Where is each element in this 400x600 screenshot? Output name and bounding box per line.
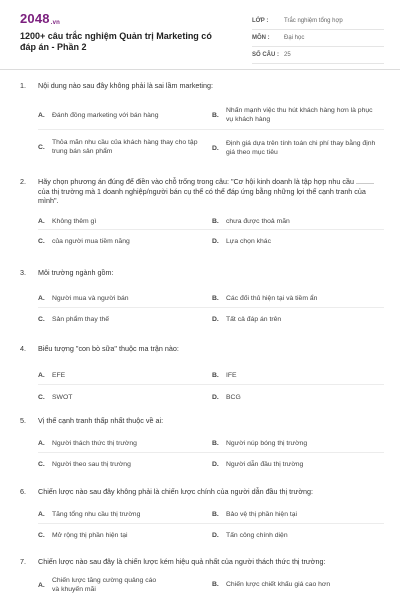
question-text: Chiến lược nào sau đây không phải là chiến lược chính của người dẫn đầu thị trường: — [38, 487, 314, 496]
option-text: Chiến lược chiết khấu giá cao hơn — [226, 580, 331, 588]
logo-suffix: .vn — [50, 20, 61, 26]
site-logo[interactable] — [20, 11, 60, 26]
question-stem — [20, 81, 384, 91]
option-letter: C. — [38, 531, 45, 539]
meta-row-subject — [252, 30, 384, 47]
option-text: SWOT — [52, 393, 73, 401]
question-stem — [20, 344, 384, 354]
option-text: Tăng tổng nhu cầu thị trường — [52, 510, 141, 518]
option-text: Tất cả đáp án trên — [226, 315, 282, 323]
question-stem — [20, 177, 384, 206]
meta-value: 25 — [284, 52, 291, 58]
question-3 — [20, 268, 384, 326]
option-text: Đánh đồng marketing với bán hàng — [52, 111, 159, 119]
option-letter: D. — [212, 144, 219, 152]
header-divider — [0, 69, 400, 70]
row-separator — [38, 129, 384, 130]
option-text: Người núp bóng thị trường — [226, 439, 308, 447]
question-text: Chiến lược nào sau đây là chiến lược kém hiệu quả nhất của người thách thức thị trường: — [38, 557, 326, 566]
options — [20, 505, 384, 545]
document-meta — [252, 13, 384, 64]
option-text: chưa được thoả mãn — [226, 217, 290, 225]
meta-key: LỚP : — [252, 18, 269, 24]
question-number: 6. — [20, 487, 26, 496]
logo-text: 2048 — [20, 11, 50, 26]
option-letter: B. — [212, 439, 219, 447]
row-separator — [38, 229, 384, 230]
option-letter: B. — [212, 371, 219, 379]
option-text: BCG — [226, 393, 241, 401]
question-number: 7. — [20, 557, 26, 566]
document-title: 1200+ câu trắc nghiệm Quản trị Marketing có đáp án - Phần 2 — [20, 31, 212, 52]
option-text: Thỏa mãn nhu cầu của khách hàng thay cho tập trung bán sản phẩm — [52, 138, 198, 155]
meta-row-class — [252, 13, 384, 30]
question-text: Hãy chọn phương án đúng để điền vào chỗ trống trong câu: "Cơ hội kinh doanh là tập hợp nhu cầu ......... của thị trường mà 1 doanh nghiệp/người bán cụ thể có thể đáp ứng bằng những lợi thế cạnh tranh của mình". — [38, 177, 374, 205]
option-letter: D. — [212, 237, 219, 245]
question-number: 4. — [20, 344, 26, 353]
option-letter: B. — [212, 294, 219, 302]
question-text: Nội dung nào sau đây không phải là sai lầm marketing: — [38, 81, 214, 90]
options — [20, 214, 384, 254]
options — [20, 362, 384, 402]
option-letter: C. — [38, 315, 45, 323]
question-stem — [20, 557, 384, 567]
option-text: Không thêm gì — [52, 217, 97, 225]
option-letter: C. — [38, 143, 45, 151]
options — [20, 286, 384, 326]
option-letter: D. — [212, 315, 219, 323]
question-number: 5. — [20, 416, 26, 425]
option-letter: A. — [38, 294, 45, 302]
row-separator — [38, 384, 384, 385]
row-separator — [38, 307, 384, 308]
question-number: 3. — [20, 268, 26, 277]
option-letter: A. — [38, 111, 45, 119]
option-text: IFE — [226, 371, 237, 379]
question-5 — [20, 416, 384, 474]
option-letter: B. — [212, 217, 219, 225]
question-text: Biểu tượng "con bò sữa" thuộc ma trận nào: — [38, 344, 179, 353]
option-text: Các đối thủ hiện tại và tiềm ẩn — [226, 294, 318, 302]
option-text: Định giá dựa trên tính toán chi phí thay bằng định giá theo mục tiêu — [226, 139, 376, 156]
option-letter: C. — [38, 460, 45, 468]
meta-key: SỐ CÂU : — [252, 52, 279, 58]
option-letter: A. — [38, 510, 45, 518]
meta-row-count — [252, 47, 384, 64]
option-letter: A. — [38, 581, 45, 589]
option-letter: A. — [38, 439, 45, 447]
option-text: Người mua và người bán — [52, 294, 129, 302]
option-text: của người mua tiềm năng — [52, 237, 130, 245]
question-7 — [20, 557, 384, 597]
option-text: Sản phẩm thay thế — [52, 315, 110, 323]
question-4 — [20, 344, 384, 402]
option-letter: D. — [212, 531, 219, 539]
option-text: Người dẫn đầu thị trường — [226, 460, 304, 468]
option-text: Nhấn mạnh việc thu hút khách hàng hơn là phục vụ khách hàng — [226, 106, 373, 123]
option-letter: A. — [38, 371, 45, 379]
question-text: Vị thế cạnh tranh thấp nhất thuộc về ai: — [38, 416, 164, 425]
question-2 — [20, 177, 384, 254]
meta-value: Trắc nghiệm tổng hợp — [284, 18, 343, 24]
option-letter: D. — [212, 393, 219, 401]
question-stem — [20, 268, 384, 278]
option-text: Mở rộng thị phần hiện tại — [52, 531, 128, 539]
option-text: Tấn công chính diện — [226, 531, 288, 539]
option-letter: B. — [212, 580, 219, 588]
option-letter: C. — [38, 237, 45, 245]
question-text: Môi trường ngành gồm: — [38, 268, 114, 277]
question-number: 2. — [20, 177, 26, 186]
options — [20, 434, 384, 474]
question-1 — [20, 81, 384, 171]
meta-value: Đại học — [284, 35, 305, 41]
option-letter: A. — [38, 217, 45, 225]
options — [20, 101, 384, 171]
option-letter: B. — [212, 510, 219, 518]
options — [20, 573, 384, 597]
row-separator — [38, 452, 384, 453]
option-letter: C. — [38, 393, 45, 401]
question-number: 1. — [20, 81, 26, 90]
option-letter: D. — [212, 460, 219, 468]
question-6 — [20, 487, 384, 545]
option-text: Người thách thức thị trường — [52, 439, 137, 447]
question-stem — [20, 487, 384, 497]
option-letter: B. — [212, 111, 219, 119]
option-text: Bảo vệ thị phần hiện tại — [226, 510, 298, 518]
page-header — [0, 0, 400, 62]
row-separator — [38, 523, 384, 524]
option-text: Lựa chọn khác — [226, 237, 271, 245]
option-text: EFE — [52, 371, 66, 379]
question-stem — [20, 416, 384, 426]
meta-key: MÔN : — [252, 35, 270, 41]
option-text: Người theo sau thị trường — [52, 460, 131, 468]
option-text: Chiến lược tăng cường quảng cáo và khuyến mãi — [52, 576, 157, 593]
